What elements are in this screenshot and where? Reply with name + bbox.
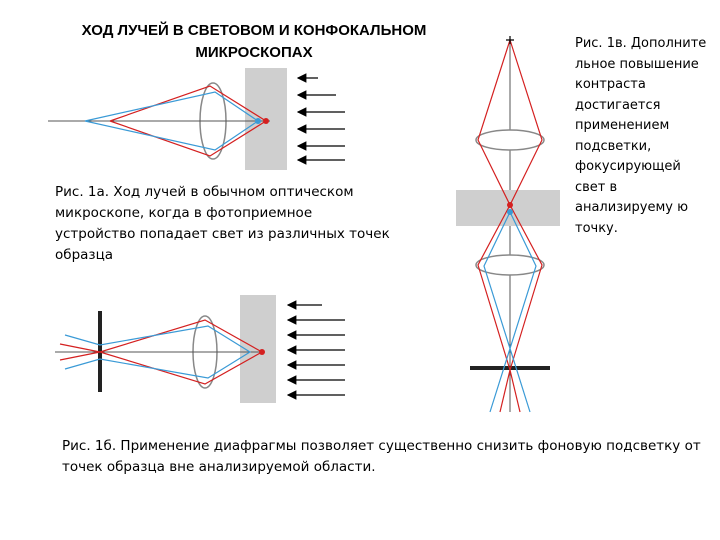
focus-point-red xyxy=(259,349,265,355)
figure-1v-diagram xyxy=(456,36,560,412)
title-line-1: ХОД ЛУЧЕЙ В СВЕТОВОМ И КОНФОКАЛЬНОМ xyxy=(81,22,427,39)
illumination-arrows xyxy=(288,305,345,395)
figure-1b-diagram xyxy=(55,295,345,403)
condenser-lens xyxy=(476,130,544,150)
focus-point-red xyxy=(507,202,513,208)
figure-1a-diagram xyxy=(48,68,345,170)
caption-figure-1v: Рис. 1в. Дополните льное повышение контраста достигается применением подсветки, фокусирующей свет в анализируему ю точку. xyxy=(575,36,707,236)
caption-figure-1b: Рис. 1б. Применение диафрагмы позволяет существенно снизить фоновую подсветку от точек образца вне анализируемой области. xyxy=(62,438,701,475)
title-line-2: МИКРОСКОПАХ xyxy=(195,44,313,61)
light-source-star-icon xyxy=(506,36,514,44)
caption-figure-1a: Рис. 1а. Ход лучей в обычном оптическом микроскопе, когда в фотоприемное устройство попадает свет из различных точек образца xyxy=(55,184,390,263)
focus-point-red xyxy=(263,118,269,124)
focus-point-blue xyxy=(507,209,513,215)
illumination-arrows xyxy=(298,78,345,160)
focus-point-blue xyxy=(255,118,261,124)
